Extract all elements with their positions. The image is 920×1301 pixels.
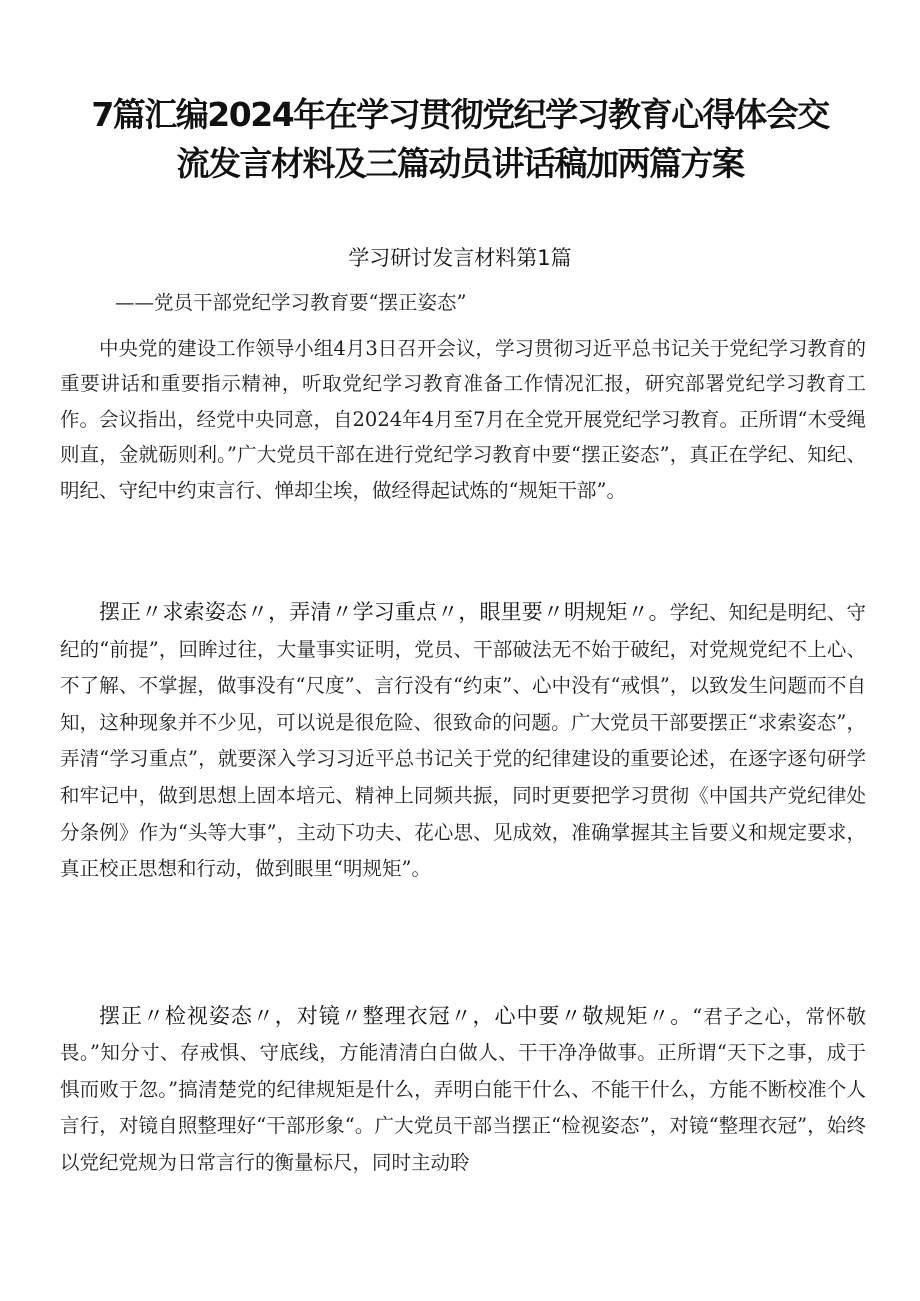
paragraph-3-lead: 摆正〃检视姿态〃，对镜〃整理衣冠〃，心中要〃敬规矩〃。 — [99, 1004, 693, 1028]
section-heading: 学习研讨发言材料第1篇 — [348, 246, 572, 270]
document-title-line-2: 流发言材料及三篇动员讲话稿加两篇方案 — [176, 144, 744, 183]
body-paragraph-2 — [60, 594, 866, 888]
paragraph-1-text: 中央党的建设工作领导小组4月3日召开会议，学习贯彻习近平总书记关于党纪学习教育的重要讲话和重要指示精神，听取党纪学习教育准备工作情况汇报，研究部署党纪学习教育工作。会议指出，经党中央同意，自2024年4月至7月在全党开展党纪学习教育。正所谓“木受绳则直，金就砺则利。”广大党员干部在进行党纪学习教育中要“摆正姿态”，真正在学纪、知纪、明纪、守纪中约束言行、惮却尘埃，做经得起试炼的“规矩干部”。 — [60, 337, 866, 502]
paragraph-2-text: 学纪、知纪是明纪、守纪的“前提”，回眸过往，大量事实证明，党员、干部破法无不始于破纪，对党规党纪不上心、不了解、不掌握，做事没有“尺度”、言行没有“约束”、心中没有“戒惧”，以致发生问题而不自知，这种现象并不少见，可以说是很危险、很致命的问题。广大党员干部要摆正“求索姿态”，弄清“学习重点”，就要深入学习习近平总书记关于党的纪律建设的重要论述，在逐字逐句研学和牢记中，做到思想上固本培元、精神上同频共振，同时更要把学习贯彻《中国共产党纪律处分条例》作为“头等大事”，主动下功夫、花心思、见成效，准确掌握其主旨要义和规定要求，真正校正思想和行动，做到眼里“明规矩”。 — [60, 601, 866, 881]
paragraph-2-lead: 摆正〃求索姿态〃，弄清〃学习重点〃，眼里要〃明规矩〃。 — [99, 600, 670, 624]
document-title — [40, 90, 880, 188]
section-subtitle: ——党员干部党纪学习教育要“摆正姿态” — [115, 291, 467, 314]
body-paragraph-1 — [60, 331, 866, 508]
paragraph-3-text: “君子之心，常怀敬畏。”知分寸、存戒惧、守底线，方能清清白白做人、干干净净做事。正所谓“天下之事，成于惧而败于忽。”搞清楚党的纪律规矩是什么，弄明白能干什么、不能干什么，方能不断校准个人言行，对镜自照整理好“干部形象“。广大党员干部当摆正“检视姿态”，对镜“整理衣冠”，始终以党纪党规为日常言行的衡量标尺，同时主动聆 — [60, 1005, 866, 1174]
document-title-line-1: 7篇汇编2024年在学习贯彻党纪学习教育心得体会交 — [91, 95, 829, 134]
body-paragraph-3 — [60, 998, 866, 1181]
